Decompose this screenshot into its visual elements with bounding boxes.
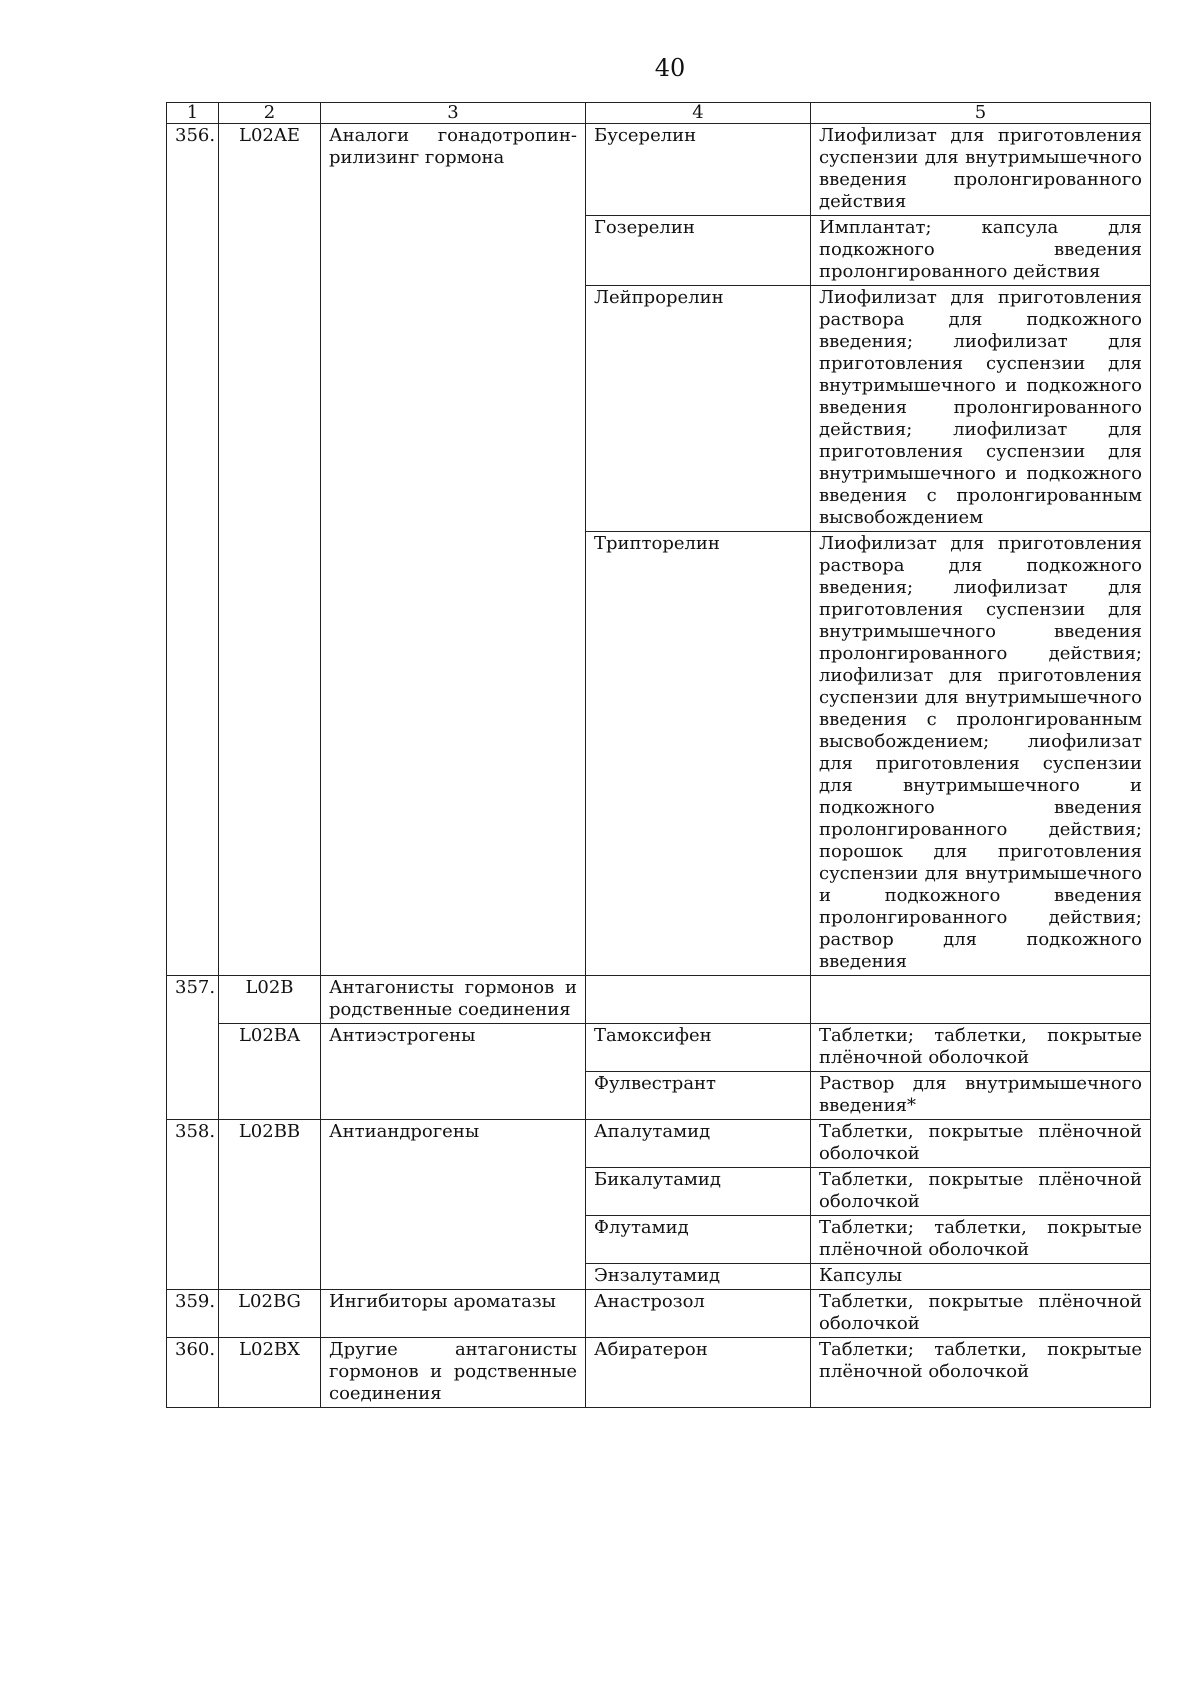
dosage-form: Таблетки; таблетки, покрытые плёночной оболочкой <box>811 1024 1151 1072</box>
drug-name: Бикалутамид <box>586 1168 811 1216</box>
drug-name: Энзалутамид <box>586 1264 811 1290</box>
atc-group: Аналоги гонадотропин-рилизинг гормона <box>321 124 586 976</box>
row-number: 357. <box>167 976 219 1120</box>
dosage-form: Раствор для внутримышечного введения* <box>811 1072 1151 1120</box>
drug-name: Гозерелин <box>586 216 811 286</box>
column-header-2: 2 <box>219 103 321 124</box>
drug-name: Трипторелин <box>586 532 811 976</box>
table-row <box>167 1290 1151 1338</box>
drug-name: Лейпрорелин <box>586 286 811 532</box>
row-number: 356. <box>167 124 219 976</box>
dosage-form: Имплантат; капсула для подкожного введения пролонгированного действия <box>811 216 1151 286</box>
atc-code: L02AE <box>219 124 321 976</box>
table-row <box>167 976 1151 1024</box>
dosage-form: Таблетки, покрытые плёночной оболочкой <box>811 1290 1151 1338</box>
drug-name: Анастрозол <box>586 1290 811 1338</box>
atc-code: L02BB <box>219 1120 321 1290</box>
dosage-form: Лиофилизат для приготовления суспензии для внутримышечного введения пролонгированного действия <box>811 124 1151 216</box>
atc-group: Другие антагонисты гормонов и родственные соединения <box>321 1338 586 1408</box>
table-header-row <box>167 103 1151 124</box>
dosage-form: Капсулы <box>811 1264 1151 1290</box>
dosage-form: Таблетки, покрытые плёночной оболочкой <box>811 1120 1151 1168</box>
column-header-3: 3 <box>321 103 586 124</box>
column-header-1: 1 <box>167 103 219 124</box>
dosage-form: Лиофилизат для приготовления раствора для подкожного введения; лиофилизат для приготовления суспензии для внутримышечного введения пролонгированного действия; лиофилизат для приготовления суспензии для внутримышечного введения с пролонгированным высвобождением; лиофилизат для приготовления суспензии для внутримышечного и подкожного введения пролонгированного действия; порошок для приготовления суспензии для внутримышечного и подкожного введения пролонгированного действия; раствор для подкожного введения <box>811 532 1151 976</box>
atc-code: L02B <box>219 976 321 1024</box>
drug-name: Фулвестрант <box>586 1072 811 1120</box>
drug-name: Бусерелин <box>586 124 811 216</box>
dosage-form: Таблетки, покрытые плёночной оболочкой <box>811 1168 1151 1216</box>
row-number: 358. <box>167 1120 219 1290</box>
atc-code: L02BX <box>219 1338 321 1408</box>
dosage-form-empty <box>811 976 1151 1024</box>
row-number: 359. <box>167 1290 219 1338</box>
drug-name: Флутамид <box>586 1216 811 1264</box>
atc-group: Ингибиторы ароматазы <box>321 1290 586 1338</box>
atc-group: Антиэстрогены <box>321 1024 586 1120</box>
atc-group: Антагонисты гормонов и родственные соединения <box>321 976 586 1024</box>
atc-code: L02BG <box>219 1290 321 1338</box>
table-row <box>167 1338 1151 1408</box>
row-number: 360. <box>167 1338 219 1408</box>
atc-code: L02BA <box>219 1024 321 1120</box>
column-header-4: 4 <box>586 103 811 124</box>
drug-name: Апалутамид <box>586 1120 811 1168</box>
drug-name-empty <box>586 976 811 1024</box>
table-row <box>167 1120 1151 1168</box>
dosage-form: Таблетки; таблетки, покрытые плёночной оболочкой <box>811 1216 1151 1264</box>
drug-name: Тамоксифен <box>586 1024 811 1072</box>
atc-group: Антиандрогены <box>321 1120 586 1290</box>
drug-list-table <box>166 102 1151 1408</box>
dosage-form: Таблетки; таблетки, покрытые плёночной оболочкой <box>811 1338 1151 1408</box>
dosage-form: Лиофилизат для приготовления раствора для подкожного введения; лиофилизат для приготовления суспензии для внутримышечного и подкожного введения пролонгированного действия; лиофилизат для приготовления суспензии для внутримышечного и подкожного введения с пролонгированным высвобождением <box>811 286 1151 532</box>
drug-name: Абиратерон <box>586 1338 811 1408</box>
page-number: 40 <box>654 54 686 82</box>
table-row <box>167 1024 1151 1072</box>
column-header-5: 5 <box>811 103 1151 124</box>
table-row <box>167 124 1151 216</box>
